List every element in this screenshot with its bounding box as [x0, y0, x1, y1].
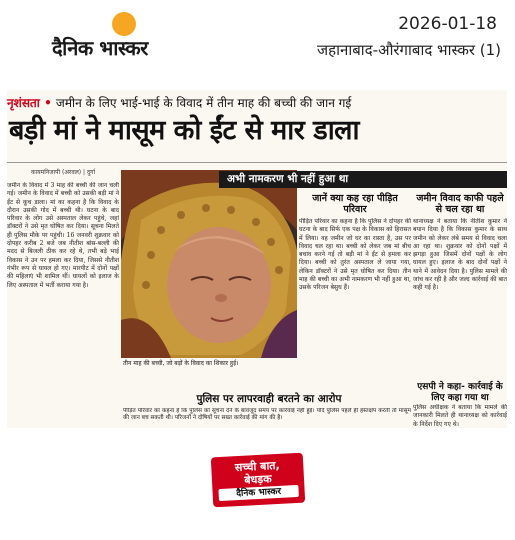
section-body-dispute: थानाध्यक्ष ने बताया कि नीतीश कुमार ने बयान दिया है कि विकास कुमार के साथ जमीन को लेकर लंबे समय से विवाद चला आ रहा था। शुक्रवार को दोनों पक्षों में झगड़ा हुआ जिसमें दोनों पक्षों के लोग घायल हुए। इलाज के बाद दोनों पक्षों ने थाने में आवेदन दिया है। पुलिस मामले की जांच कर रही है और जल्द कार्रवाई की बात कही गई है।: [413, 218, 507, 292]
newspaper-logo: [52, 12, 212, 62]
kicker-subhead: जमीन के लिए भाई-भाई के विवाद में तीन माह की बच्ची की जान गई: [55, 96, 352, 110]
baby-photo: [121, 170, 297, 358]
edition-date: 2026-01-18: [398, 14, 497, 34]
badge-tagline-2: बेधड़क: [243, 472, 272, 487]
photo-caption: तीन माह की बच्ची, जो बड़ों के विवाद का शिकार हुई।: [123, 360, 239, 367]
byline: कायमनिजापी (अरवल) | दुर्गा: [31, 169, 96, 176]
kicker: नृशंसता: [7, 96, 40, 110]
baby-illustration: [121, 170, 297, 358]
section-head-dispute: जमीन विवाद काफी पहले से चल रहा था: [416, 193, 504, 215]
brand-badge: [211, 453, 305, 508]
masthead: [0, 0, 515, 78]
edition-name: जहानाबाद-औरंगाबाद भास्कर (1): [317, 41, 501, 59]
section-body-family: पीड़ित परिवार का कहना है कि पुलिस ने दोपहर की घटना के बाद सिर्फ एक पक्ष के विकास को हिरासत में लिया। वह जमीन जो घर का रास्ता है, उस पर विवाद चल रहा था। बच्ची को लेकर जब मां बीच बचाव करने गई तो बड़ी मां ने ईंट से हमला कर दिया। बच्ची को तुरंत अस्पताल ले जाया गया, लेकिन डॉक्टरों ने उसे मृत घोषित कर दिया। तीन माह की बच्ची का अभी नामकरण भी नहीं हुआ था, उसके परिजन बेसुध हैं।: [299, 218, 411, 292]
logo-text: दैनिक भास्कर: [52, 36, 148, 60]
section-body-police: पीड़ित परिवार का कहना है कि पुलिस को सूचना देने के बावजूद समय पर कार्रवाई नहीं हुई। यदि पुलिस पहले ही हस्तक्षेप करती तो मासूम की जान बच सकती थी। परिजनों ने दोषियों पर सख्त कार्रवाई की मांग की है।: [123, 408, 411, 421]
section-head-police: पुलिस पर लापरवाही बरतने का आरोप: [196, 393, 342, 405]
sun-icon: [112, 12, 136, 36]
news-clipping: [7, 90, 507, 428]
headline: बड़ी मां ने मासूम को ईंट से मार डाला: [9, 115, 359, 146]
sub-banner: अभी नामकरण भी नहीं हुआ था: [219, 171, 507, 188]
divider: [7, 162, 507, 163]
kicker-dot: •: [39, 96, 56, 110]
badge-tagline-1: सच्ची बात,: [234, 458, 281, 475]
badge-logo: दैनिक भास्कर: [218, 485, 299, 501]
lead-column: जमीन के विवाद में 3 माह की बच्ची की जान चली गई। जमीन के विवाद में बच्ची को उसकी बड़ी मां ने ईंट से कूच डाला। मां का कहना है कि विवाद के दौरान उसकी गोद में बच्ची थी। घटना के बाद परिवार के लोग उसे अस्पताल लेकर पहुंचे, जहां डॉक्टरों ने उसे मृत घोषित कर दिया। सूचना मिलते ही पुलिस मौके पर पहुंची। 16 जनवरी शुक्रवार को दोपहर करीब 2 बजे जब नीतीश बांस-बल्ली की मदद से बिजली ठीक कर रहे थे, तभी बड़े भाई विकास ने उन पर हमला कर दिया, जिससे नीतीश गंभीर रूप से घायल हो गए। मारपीट में दोनों पक्षों की महिलाएं भी शामिल थीं। घायलों को इलाज के लिए अस्पताल में भर्ती कराया गया है।: [7, 182, 119, 289]
section-head-family: जानें क्या कह रहा पीड़ित परिवार: [312, 193, 398, 215]
section-head-sp: एसपी ने कहा- कार्रवाई के लिए कहा गया था: [417, 382, 503, 403]
section-body-sp: पुलिस अधीक्षक ने बताया कि मामले की जानकारी मिलते ही थानाध्यक्ष को कार्रवाई के निर्देश दिए गए थे।: [413, 404, 507, 428]
